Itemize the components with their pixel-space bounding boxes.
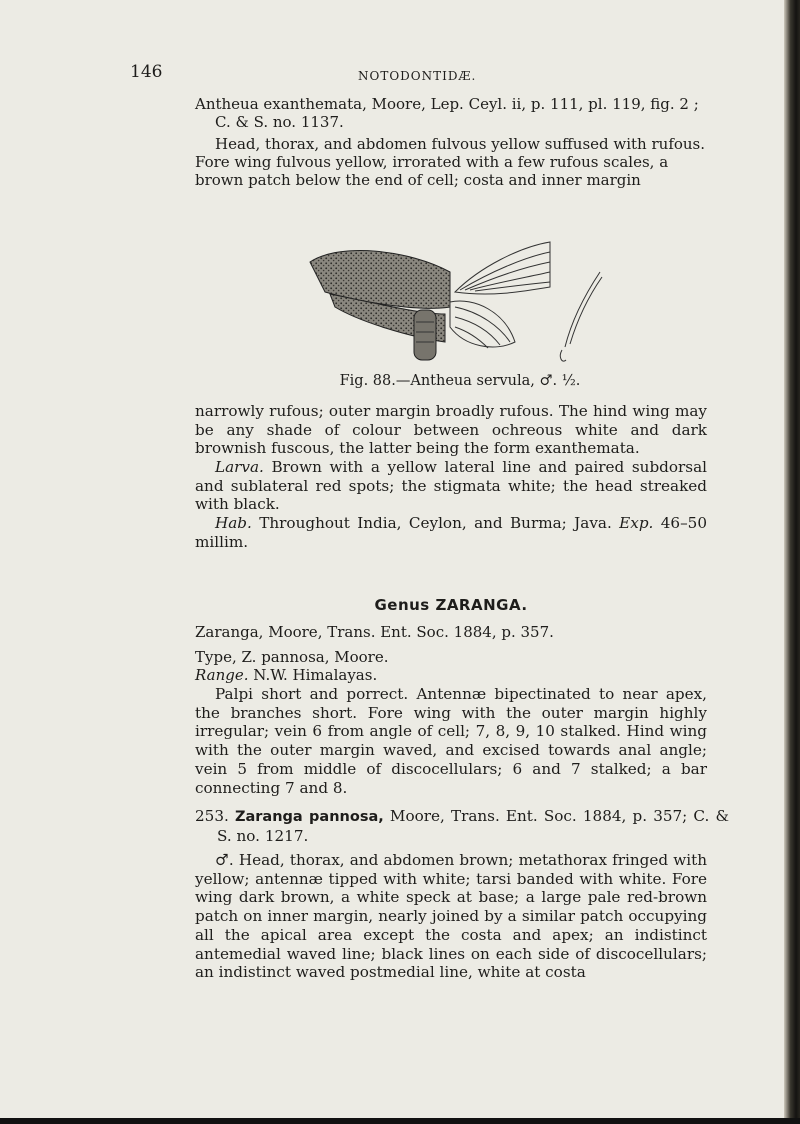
antheua-description-line2: Fore wing fulvous yellow, irrorated with a few rufous scales, a [195,153,669,171]
wing-venation-diagram [450,242,550,348]
species-number: 253. [195,807,229,825]
moth-side-sketch [560,272,602,361]
genus-reference: Zaranga, Moore, Trans. Ent. Soc. 1884, p. 357. [195,623,554,641]
larva-paragraph [195,458,707,514]
moth-figure-illustration [300,232,620,367]
book-spine-shadow [784,0,800,1124]
habitat-paragraph [195,514,707,551]
genus-description: Palpi short and porrect. Antennæ bipectinated to near apex, the branches short. Fore wing with the outer margin highly irregular; vein 6 from angle of cell; 7, 8, 9, 10 stalked. Hind wing with the outer margin waved, and excised towards anal angle; vein 5 from middle of discocellulars; 6 and 7 stalked; a bar connecting 7 and 8. [195,685,707,797]
species-description: ♂. Head, thorax, and abdomen brown; metathorax fringed with yellow; antennæ tipped with white; tarsi banded with white. Fore wing dark brown, a white speck at base; a large pale red-brown patch on inner margin, nearly joined by a similar patch occupying all the apical area except the costa and apex; an indistinct antemedial waved line; black lines on each side of discocellulars; an indistinct waved postmedial line, white at costa [195,851,707,982]
species-heading [195,807,729,845]
antheua-reference-line1: Antheua exanthemata, Moore, Lep. Ceyl. ii, p. 111, pl. 119, fig. 2 ; [195,95,699,113]
species-reference: Moore, Trans. Ent. Soc. 1884, p. 357; C. & S. no. 1217. [217,807,730,845]
larva-text: Brown with a yellow lateral line and paired subdorsal and sublateral red spots; the stigmata white; the head streaked with black. [195,458,708,514]
moth-left-half-drawing [310,251,450,360]
habitat-text: Throughout India, Ceylon, and Burma; Java. [259,514,612,532]
expanse-text: 46–50 millim. [195,514,708,551]
genus-type: Type, Z. pannosa, Moore. [195,648,389,666]
larva-label: Larva. [215,458,264,476]
figure-caption: Fig. 88.—Antheua servula, ♂. ½. [339,373,581,389]
genus-range-line [195,666,707,685]
antheua-description-line1: Head, thorax, and abdomen fulvous yellow suffused with rufous. [215,135,706,153]
antheua-continuation-text: narrowly rufous; outer margin broadly rufous. The hind wing may be any shade of colour between ochreous white and dark brownish fuscous, the latter being the form exanthemata. [195,402,707,458]
habitat-label: Hab. [215,514,252,532]
page-number: 146 [130,62,163,82]
page-bottom-edge [0,1118,800,1124]
range-label: Range. [195,666,249,684]
genus-heading: Genus ZARANGA. [374,596,528,614]
running-head: NOTODONTIDÆ. [358,69,477,83]
range-text: N.W. Himalayas. [253,666,378,684]
antheua-description-line3: brown patch below the end of cell; costa and inner margin [195,171,641,189]
antheua-reference-line2: C. & S. no. 1137. [215,113,344,131]
expanse-label: Exp. [619,514,654,532]
species-name: Zaranga pannosa, [234,809,384,825]
